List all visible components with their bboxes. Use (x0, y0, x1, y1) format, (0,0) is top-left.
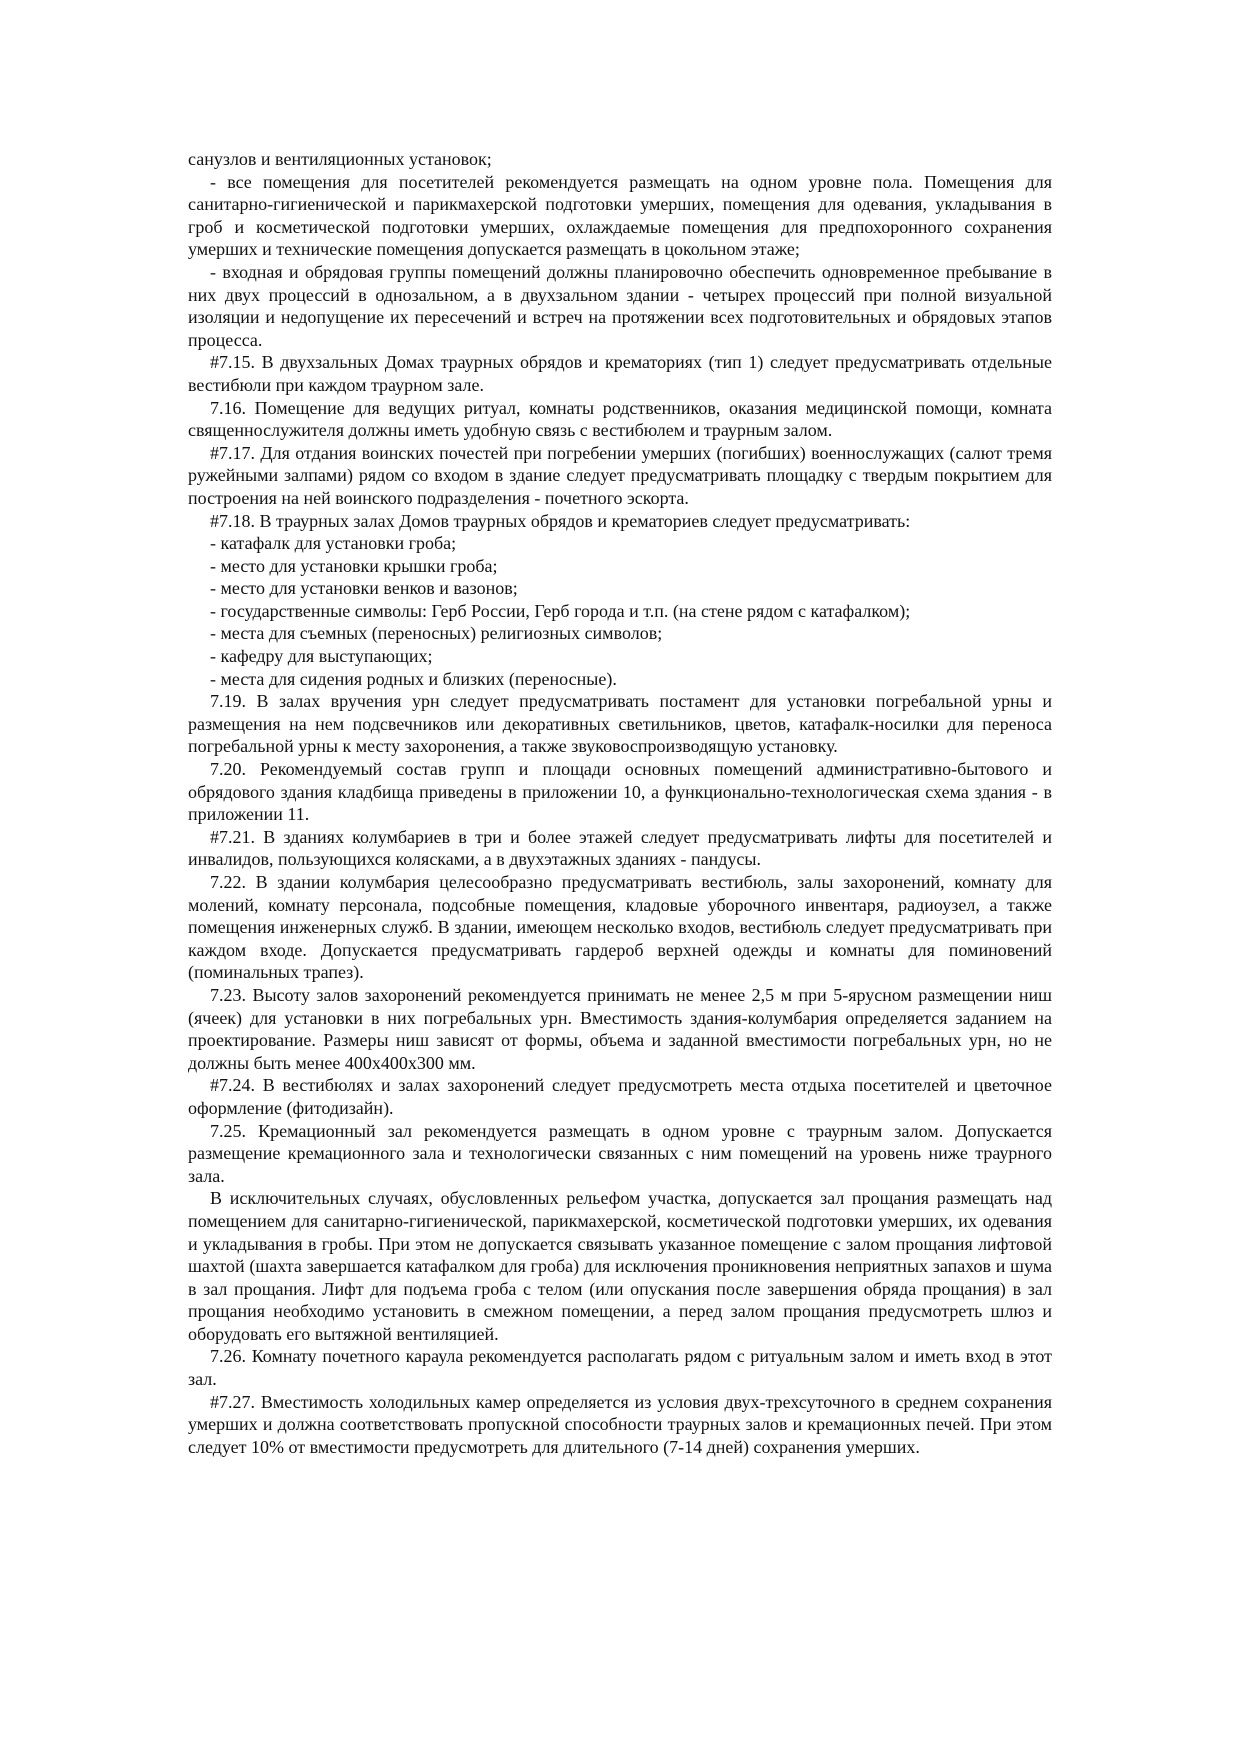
paragraph-7-20: 7.20. Рекомендуемый состав групп и площади основных помещений административно-бытового и обрядового здания кладбища приведены в приложении 10, а функционально-технологическая схема здания - в приложении 11. (188, 759, 1052, 825)
document-page (188, 148, 1052, 1458)
paragraph-7-15: #7.15. В двухзальных Домах траурных обрядов и крематориях (тип 1) следует предусматривать отдельные вестибюли при каждом траурном зале. (188, 352, 1052, 395)
list-item-state-symbols: - государственные символы: Герб России, Герб города и т.п. (на стене рядом с катафалком); (210, 600, 911, 621)
paragraph-7-26: 7.26. Комнату почетного караула рекомендуется располагать рядом с ритуальным залом и иметь вход в этот зал. (188, 1346, 1052, 1390)
paragraph-7-21: #7.21. В зданиях колумбариев в три и более этажей следует предусматривать лифты для посетителей и инвалидов, пользующихся колясками, а в двухэтажных зданиях - пандусы. (188, 826, 1052, 870)
paragraph-7-27: #7.27. Вместимость холодильных камер определяется из условия двух-трехсуточного в среднем сохранения умерших и должна соответствовать пропускной способности траурных залов и кремационных печей. При этом следует 10% от вместимости предусмотреть для длительного (7-14 дней) сохранения умерших. (188, 1391, 1052, 1457)
list-item-seating: - места для сидения родных и близких (переносные). (210, 668, 617, 689)
paragraph-7-24: #7.24. В вестибюлях и залах захоронений следует предусмотреть места отдыха посетителей и цветочное оформление (фитодизайн). (188, 1075, 1052, 1118)
paragraph-7-25: 7.25. Кремационный зал рекомендуется размещать в одном уровне с траурным залом. Допускается размещение кремационного зала и технологически связанных с ним помещений на уровень ниже траурного зала. (188, 1120, 1052, 1186)
paragraph-7-23: 7.23. Высоту залов захоронений рекомендуется принимать не менее 2,5 м при 5-ярусном размещении ниш (ячеек) для установки в них погребальных урн. Вместимость здания-колумбария определяется заданием на проектирование. Размеры ниш зависят от формы, объема и заданной вместимости погребальных урн, но не должны быть менее 400х400х300 мм. (188, 984, 1052, 1073)
paragraph-continuation: санузлов и вентиляционных установок; (188, 149, 492, 169)
paragraph-visitors-floor: - все помещения для посетителей рекомендуется размещать на одном уровне пола. Помещения для санитарно-гигиенической и парикмахерской подготовки умерших, помещения для одевания, укладывания в гроб и косметической подготовки умерших, охлаждаемые помещения для предпохоронного сохранения умерших и технические помещения допускается размещать в цокольном этаже; (188, 171, 1052, 260)
list-item-wreaths: - место для установки венков и вазонов; (210, 578, 518, 599)
paragraph-7-16: 7.16. Помещение для ведущих ритуал, комнаты родственников, оказания медицинской помощи, комната священнослужителя должны иметь удобную связь с вестибюлем и траурным залом. (188, 397, 1052, 441)
paragraph-7-19: 7.19. В залах вручения урн следует предусматривать постамент для установки погребальной урны и размещения на нем подсвечников или декоративных светильников, цветов, катафалк-носилки для переноса погребальной урны к месту захоронения, а также звуковоспроизводящую установку. (188, 691, 1052, 757)
paragraph-7-17: #7.17. Для отдания воинских почестей при погребении умерших (погибших) военнослужащих (салют тремя ружейными залпами) рядом со входом в здание следует предусматривать площадку с твердым покрытием для построения на ней воинского подразделения - почетного эскорта. (188, 442, 1052, 508)
list-item-catafalque: - катафалк для установки гроба; (210, 533, 457, 554)
paragraph-7-18: #7.18. В траурных залах Домов траурных обрядов и крематориев следует предусматривать: (210, 510, 911, 531)
list-item-lectern: - кафедру для выступающих; (210, 646, 433, 667)
list-item-coffin-lid: - место для установки крышки гроба; (210, 555, 498, 576)
paragraph-entrance-groups: - входная и обрядовая группы помещений должны планировочно обеспечить одновременное пребывание в них двух процессий в однозальном, а в двухзальном здании - четырех процессий при полной визуальной изоляции и недопущение их пересечений и встреч на протяжении всех подготовительных и обрядовых этапов процесса. (188, 261, 1052, 350)
paragraph-exceptional-cases: В исключительных случаях, обусловленных рельефом участка, допускается зал прощания размещать над помещением для санитарно-гигиенической, парикмахерской, косметической подготовки умерших, их одевания и укладывания в гробы. При этом не допускается связывать указанное помещение с залом прощания лифтовой шахтой (шахта завершается катафалком для гроба) для исключения проникновения неприятных запахов и шума в зал прощания. Лифт для подъема гроба с телом (или опускания после завершения обряда прощания) в зал прощания необходимо установить в смежном помещении, а перед залом прощания предусмотреть шлюз и оборудовать его вытяжной вентиляцией. (188, 1188, 1052, 1344)
paragraph-7-22: 7.22. В здании колумбария целесообразно предусматривать вестибюль, залы захоронений, комнату для молений, комнату персонала, подсобные помещения, кладовые уборочного инвентаря, радиоузел, а также помещения инженерных служб. В здании, имеющем несколько входов, вестибюль следует предусматривать при каждом входе. Допускается предусматривать гардероб верхней одежды и комнаты для поминовений (поминальных трапез). (188, 872, 1052, 983)
list-item-religious-symbols: - места для съемных (переносных) религиозных символов; (210, 623, 663, 644)
